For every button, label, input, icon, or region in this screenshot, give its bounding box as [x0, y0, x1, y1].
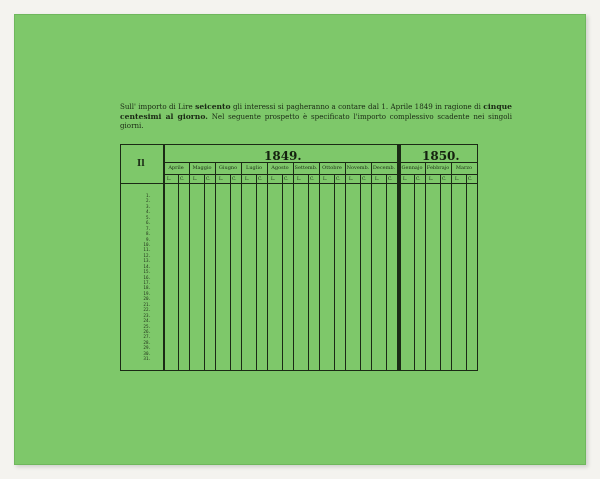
day-number: 28.: [143, 339, 151, 345]
lire-label: L.: [455, 177, 460, 182]
day-number: 20.: [143, 296, 151, 302]
month-header: Giugno: [218, 165, 238, 171]
centesimi-label: C.: [388, 177, 393, 182]
day-number: 25.: [143, 323, 151, 329]
month-col-divider: [425, 162, 426, 370]
day-number: 6.: [145, 220, 151, 226]
day-number: 9.: [145, 236, 151, 242]
day-number: 27.: [143, 334, 151, 340]
month-header: Settemb.: [294, 165, 318, 171]
lire-label: L.: [403, 177, 408, 182]
month-col-divider: [189, 162, 190, 370]
lc-divider: [414, 174, 415, 370]
month-col-divider: [241, 162, 242, 370]
month-col-divider: [319, 162, 320, 370]
day-number: 15.: [143, 269, 151, 275]
intro-text-2: gli interessi si pagheranno a contare dal 1. Aprile 1849 in ragione di: [230, 102, 484, 111]
lc-divider: [256, 174, 257, 370]
lire-label: L.: [375, 177, 380, 182]
lc-divider: [386, 174, 387, 370]
day-number: 13.: [143, 258, 151, 264]
lc-divider: [334, 174, 335, 370]
day-number: 14.: [143, 263, 151, 269]
centesimi-label: C.: [232, 177, 237, 182]
month-header: Marzo: [455, 165, 473, 171]
month-header: Novemb.: [346, 165, 370, 171]
lire-label: L.: [349, 177, 354, 182]
lire-label: L.: [323, 177, 328, 182]
lire-label: L.: [297, 177, 302, 182]
centesimi-label: C.: [310, 177, 315, 182]
lc-divider: [308, 174, 309, 370]
day-header: Il: [137, 159, 145, 169]
day-number: 2.: [145, 198, 151, 204]
day-number: 19.: [143, 290, 151, 296]
lire-label: L.: [219, 177, 224, 182]
day-number-column: [135, 193, 151, 362]
lc-divider: [360, 174, 361, 370]
day-number: 30.: [143, 350, 151, 356]
month-col-divider: [163, 145, 164, 370]
month-col-divider: [267, 162, 268, 370]
month-header: Ottobre: [322, 165, 342, 171]
day-number: 10.: [143, 241, 151, 247]
lc-row-line: [121, 183, 477, 184]
lc-divider: [466, 174, 467, 370]
day-number: 12.: [143, 252, 151, 258]
lire-label: L.: [193, 177, 198, 182]
month-header: Maggio: [192, 165, 212, 171]
day-number: 21.: [143, 301, 151, 307]
interest-table: [120, 144, 478, 371]
month-col-divider: [293, 162, 294, 370]
day-number: 4.: [145, 209, 151, 215]
year-1850: 1850.: [422, 149, 460, 163]
day-number: 26.: [143, 328, 151, 334]
lire-label: L.: [245, 177, 250, 182]
year-divider-2: [397, 145, 399, 370]
intro-paragraph: [120, 102, 512, 131]
centesimi-label: C.: [442, 177, 447, 182]
centesimi-label: C.: [284, 177, 289, 182]
centesimi-label: C.: [468, 177, 473, 182]
month-header: Aprile: [168, 165, 184, 171]
year-1849: 1849.: [264, 149, 302, 163]
month-row-line: [163, 174, 477, 175]
lire-label: L.: [271, 177, 276, 182]
lc-divider: [440, 174, 441, 370]
month-col-divider: [371, 162, 372, 370]
centesimi-label: C.: [336, 177, 341, 182]
month-header: Decemb.: [372, 165, 396, 171]
month-col-divider: [451, 162, 452, 370]
centesimi-label: C.: [206, 177, 211, 182]
day-number: 23.: [143, 312, 151, 318]
day-number: 18.: [143, 285, 151, 291]
year-row-line: [163, 162, 477, 163]
day-number: 24.: [143, 318, 151, 324]
lc-divider: [282, 174, 283, 370]
day-number: 16.: [143, 274, 151, 280]
intro-text-3: Nel seguente prospetto è specificato l'importo complessivo scadente nei singoli giorni.: [120, 111, 513, 131]
month-header: Febbrajo: [426, 165, 450, 171]
day-number: 31.: [143, 356, 151, 362]
month-col-divider: [215, 162, 216, 370]
intro-rate: cinque centesimi al giorno.: [120, 102, 512, 121]
month-header: Luglio: [246, 165, 262, 171]
centesimi-label: C.: [180, 177, 185, 182]
day-number: 8.: [145, 231, 151, 237]
day-number: 5.: [145, 214, 151, 220]
lire-label: L.: [167, 177, 172, 182]
centesimi-label: C.: [258, 177, 263, 182]
month-header: Agosto: [271, 165, 289, 171]
lc-divider: [204, 174, 205, 370]
lc-divider: [230, 174, 231, 370]
lire-label: L.: [429, 177, 434, 182]
month-header: Gennajo: [401, 165, 423, 171]
day-number: 22.: [143, 307, 151, 313]
month-col-divider: [345, 162, 346, 370]
month-col-divider: [399, 145, 401, 370]
intro-amount: seicento: [195, 102, 231, 111]
day-number: 1.: [145, 193, 151, 198]
day-number: 29.: [143, 345, 151, 351]
day-number: 17.: [143, 280, 151, 285]
day-number: 3.: [145, 203, 151, 209]
day-number: 11.: [143, 247, 151, 253]
centesimi-label: C.: [416, 177, 421, 182]
lc-divider: [178, 174, 179, 370]
intro-text-1: Sull' importo di Lire: [120, 102, 196, 111]
centesimi-label: C.: [362, 177, 367, 182]
day-number: 7.: [145, 225, 151, 231]
